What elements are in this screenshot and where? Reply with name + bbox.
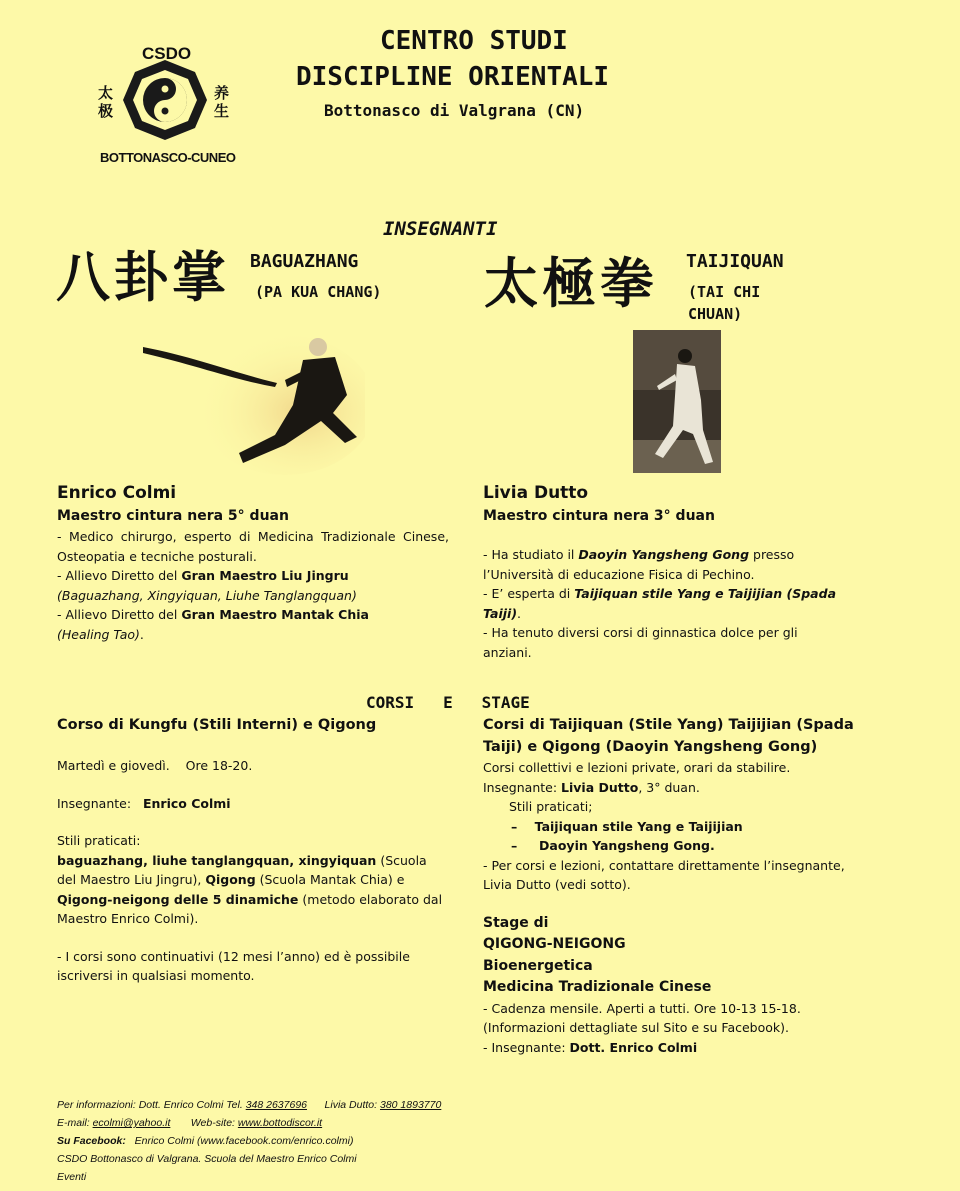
bio-text: - E’ esperta di (483, 586, 575, 601)
style-item-label: Taijiquan stile Yang e Taijijian (534, 818, 743, 834)
right-teacher (483, 481, 843, 662)
left-course (57, 714, 449, 986)
logo-right-glyphs: 养生 (214, 84, 230, 120)
footer-contacts (57, 1114, 657, 1132)
course-contact: - Per corsi e lezioni, contattare direttamente l’insegnante, Livia Dutto (vedi sotto). (483, 857, 845, 892)
email-label: E-mail: (57, 1117, 90, 1129)
stage-title-line: Stage di (483, 914, 549, 931)
logo-left-glyphs: 太极 (98, 84, 114, 120)
stage-title-line: Bioenergetica (483, 957, 593, 974)
website-link[interactable]: www.bottodiscor.it (237, 1117, 323, 1129)
bio-paragraph: - Medico chirurgo, esperto di Medicina Tradizionale Cinese, Osteopatia e tecniche posturali. (57, 529, 449, 564)
styles-names: baguazhang, liuhe tanglangquan, xingyiquan (57, 852, 377, 868)
page-subtitle: Bottonasco di Valgrana (CN) (324, 101, 585, 120)
course-teacher (483, 778, 863, 798)
phone-link[interactable]: 380 1893770 (379, 1099, 442, 1111)
styles-neigong: Qigong-neigong delle 5 dinamiche (57, 891, 299, 907)
stage-detail: (Informazioni dettagliate sul Sito e su Facebook). (483, 1020, 789, 1035)
stage-detail-label: - Insegnante: (483, 1039, 570, 1055)
baguazhang-alt: (PA KUA CHANG) (255, 283, 382, 301)
left-teacher (57, 481, 449, 644)
bio-master-name: Gran Maestro Mantak Chia (181, 607, 369, 622)
course-note: - I corsi sono continuativi (12 mesi l’anno) ed è possibile iscriversi in qualsiasi momento. (57, 948, 410, 983)
taijiquan-photo (633, 330, 721, 473)
styles-text-part: (metodo elaborato dal Maestro Enrico Colmi). (57, 891, 443, 926)
teacher-rank: Maestro cintura nera 3° duan (483, 508, 715, 524)
taijiquan-alt-2: CHUAN) (688, 305, 743, 323)
bio-paragraph: (Baguazhang, Xingyiquan, Liuhe Tanglangquan) (57, 587, 357, 603)
page-title-line1: CENTRO STUDI (380, 26, 568, 56)
course-teacher (57, 794, 449, 814)
email-link[interactable]: ecolmi@yahoo.it (92, 1117, 171, 1129)
facebook-label: Su Facebook: (57, 1135, 126, 1147)
footer-phones (57, 1096, 657, 1114)
style-item-end: . (710, 838, 715, 853)
bio-paragraph (57, 605, 449, 625)
bio-paragraph (57, 625, 449, 645)
taijiquan-alt-1: (TAI CHI (688, 283, 761, 301)
styles-text-part: (Scuola del Maestro Liu Jingru), (57, 852, 427, 887)
stage-title-line: QIGONG-NEIGONG (483, 936, 626, 952)
styles-qigong: Qigong (205, 872, 256, 887)
footer-livia-label: Livia Dutto: (324, 1099, 378, 1111)
taijiquan-title: TAIJIQUAN (686, 251, 784, 272)
course-info: Corsi collettivi e lezioni private, orari da stabilire. (483, 760, 791, 775)
course-title: Corsi di Taijiquan (Stile Yang) Taijijian (Spada Taiji) e Qigong (Daoyin Yangsheng Gong) (483, 717, 854, 755)
stage-detail: - Cadenza mensile. Aperti a tutti. Ore 10-13 15-18. (483, 1000, 801, 1016)
bio-paragraph (57, 566, 449, 586)
right-course (483, 714, 863, 1057)
baguazhang-title: BAGUAZHANG (250, 251, 359, 272)
bio-paragraph (483, 545, 843, 584)
styles-text (57, 851, 449, 929)
style-item-label: Daoyin Yangsheng Gong (539, 838, 710, 853)
teacher-bio (57, 527, 449, 644)
bio-text: (Healing Tao) (57, 626, 140, 642)
course-schedule: Martedì e giovedì. Ore 18-20. (57, 758, 253, 773)
website-label: Web-site: (190, 1117, 235, 1129)
teacher-name: Livia Dutto (561, 779, 639, 795)
csdo-logo (90, 42, 240, 174)
taijiquan-cjk: 太極拳 (484, 251, 658, 315)
bio-text: - Allievo Diretto del (57, 607, 182, 622)
teacher-rank: Maestro cintura nera 5° duan (57, 508, 289, 524)
teacher-bio (483, 545, 843, 662)
footer-facebook (57, 1132, 657, 1150)
teacher-label: Insegnante: (57, 795, 132, 811)
bio-emphasis: Taijiquan stile Yang e Taijijian (Spada Taiji) (483, 586, 836, 621)
courses-heading: CORSI E STAGE (366, 693, 530, 712)
bio-text: presso l’Università di educazione Fisica di Pechino. (483, 547, 795, 582)
footer-info-label: Per informazioni: Dott. Enrico Colmi Tel. (57, 1099, 243, 1111)
stage-title-line: Medicina Tradizionale Cinese (483, 979, 712, 995)
course-title: Corso di Kungfu (Stili Interni) e Qigong (57, 717, 377, 733)
bio-text: - Allievo Diretto del (57, 568, 182, 583)
footer-school: CSDO Bottonasco di Valgrana. Scuola del Maestro Enrico Colmi (57, 1153, 357, 1165)
stage-details (483, 999, 863, 1058)
phone-link[interactable]: 348 2637696 (245, 1099, 308, 1111)
bio-text: . (517, 605, 522, 621)
bio-paragraph: - Ha tenuto diversi corsi di ginnastica dolce per gli anziani. (483, 625, 798, 660)
footer-events[interactable]: Eventi (57, 1171, 87, 1183)
baguazhang-photo (135, 325, 365, 475)
stage-teacher: Dott. Enrico Colmi (569, 1039, 698, 1055)
logo-top-text: CSDO (142, 44, 192, 63)
logo-bottom-text: BOTTONASCO-CUNEO (100, 150, 236, 165)
page-title-line2: DISCIPLINE ORIENTALI (296, 62, 610, 92)
bio-text: - Ha studiato il (483, 547, 579, 562)
teacher-name: Enrico Colmi (142, 795, 231, 811)
baguazhang-cjk: 八卦掌 (56, 245, 230, 309)
styles-label: Stili praticati: (57, 833, 141, 848)
bio-emphasis: Daoyin Yangsheng Gong (578, 547, 750, 562)
teacher-name: Enrico Colmi (57, 483, 177, 503)
styles-label: Stili praticati; (509, 799, 593, 814)
styles-text-part: (Scuola Mantak Chia) e (255, 872, 405, 887)
teachers-heading: INSEGNANTI (383, 218, 498, 240)
stage-detail (483, 1038, 863, 1058)
stage-title (483, 913, 863, 999)
style-item: – Taijiquan stile Yang e Taijijian (511, 818, 743, 834)
bio-master-name: Gran Maestro Liu Jingru (181, 568, 349, 583)
bio-text: . (139, 626, 144, 642)
teacher-rank: , 3° duan. (638, 779, 700, 795)
bio-paragraph (483, 584, 843, 623)
footer (57, 1096, 657, 1186)
style-item: – Daoyin Yangsheng Gong. (511, 838, 715, 853)
facebook-link[interactable]: Enrico Colmi (www.facebook.com/enrico.colmi) (134, 1135, 354, 1147)
teacher-label: Insegnante: (483, 779, 562, 795)
teacher-name: Livia Dutto (483, 483, 589, 503)
